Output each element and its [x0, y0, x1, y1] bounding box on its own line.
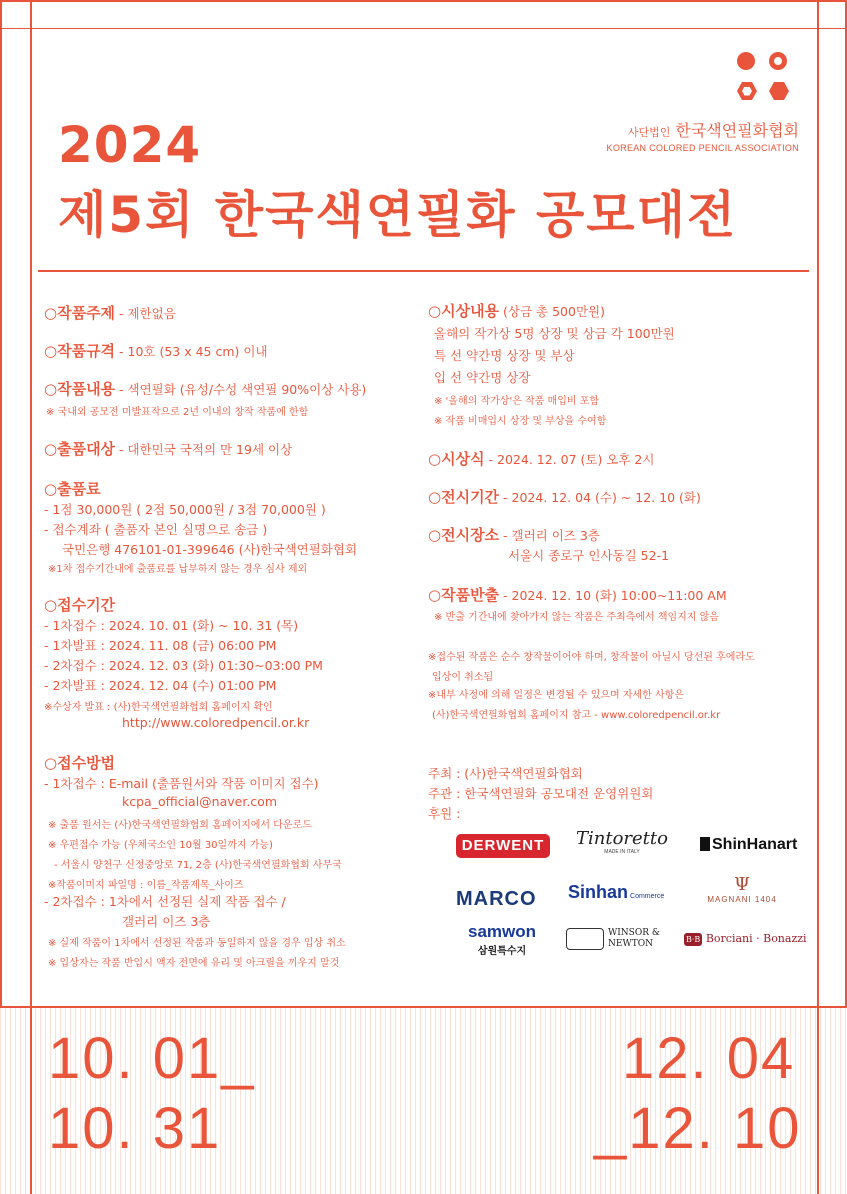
period-heading: ○접수기간 — [44, 596, 116, 614]
host: 주최 : (사)한국색연필화협회 — [428, 766, 583, 781]
poster-year: 2024 — [58, 116, 202, 174]
frame-top-inner — [0, 28, 847, 29]
exhibition-heading: ○전시기간 — [428, 488, 500, 506]
return-note: ※ 반출 기간내에 찾아가지 않는 작품은 주최측에서 책임지지 않음 — [434, 612, 719, 623]
method-note-frame: ※ 입상자는 작품 반입시 액자 전면에 유리 및 아크릴을 끼우지 말것 — [48, 958, 340, 969]
period-round2-announce: - 2차발표 : 2024. 12. 04 (수) 01:00 PM — [44, 678, 277, 693]
venue-heading: ○전시장소 — [428, 526, 500, 544]
method-heading: ○접수방법 — [44, 754, 116, 772]
general-note-4: (사)한국색연필화협회 홈페이지 참고 - www.coloredpencil.or.kr — [432, 710, 721, 721]
content-note: ※ 국내외 공모전 미발표작으로 2년 이내의 창작 작품에 한함 — [46, 407, 309, 418]
method-note-address: - 서울시 양천구 신정중앙로 71, 2층 (사)한국색연필화협회 사무국 — [54, 860, 342, 871]
exhibition-end-date: _12. 10 — [594, 1096, 802, 1161]
submission-start-date: 10. 01_ — [48, 1026, 256, 1091]
return-heading: ○작품반출 — [428, 586, 500, 604]
prize-note-award: ※ 작품 비매입시 상장 및 부상을 수여함 — [434, 416, 607, 427]
fee-heading: ○출품료 — [44, 480, 101, 498]
borciani-bonazzi-logo: B·B Borciani · Bonazzi — [686, 932, 807, 945]
eligibility-heading: ○출품대상 — [44, 440, 116, 458]
method-note-download: ※ 출품 원서는 (사)한국색연필화협회 홈페이지에서 다운로드 — [48, 820, 312, 831]
band-right-line — [817, 1008, 819, 1194]
winsor-newton-logo: WINSOR & NEWTON — [566, 928, 676, 950]
prize-selected: 입 선 약간명 상장 — [434, 370, 531, 385]
marco-logo: MARCO — [456, 888, 537, 910]
period-round2-submit: - 2차접수 : 2024. 12. 03 (화) 01:30~03:00 PM — [44, 658, 323, 673]
method-note-cancel: ※ 실제 작품이 1차에서 선정된 작품과 동일하지 않을 경우 입상 취소 — [48, 938, 346, 949]
venue-address: 서울시 종로구 인사동길 52-1 — [508, 548, 670, 563]
period-round1-submit: - 1차접수 : 2024. 10. 01 (화) ~ 10. 31 (목) — [44, 618, 299, 633]
general-note-2: 입상이 취소됨 — [432, 672, 494, 683]
organization-block — [607, 118, 799, 153]
prize-subtitle: (상금 총 500만원) — [499, 304, 605, 319]
organization-name-en: KOREAN COLORED PENCIL ASSOCIATION — [606, 143, 799, 153]
size-value: - 10호 (53 x 45 cm) 이내 — [115, 344, 268, 359]
method-round2-venue: 갤러리 이즈 3층 — [122, 914, 211, 929]
tintoretto-logo: Tintoretto MADE IN ITALY — [576, 828, 668, 855]
method-round1: - 1차접수 : E-mail (출품원서와 작품 이미지 접수) — [44, 776, 319, 791]
prize-special: 특 선 약간명 상장 및 부상 — [434, 348, 575, 363]
ceremony-heading: ○시상식 — [428, 450, 485, 468]
winner-announcement-note: ※수상자 발표 : (사)한국색연필화협회 홈페이지 확인 — [44, 702, 273, 713]
eligibility-value: - 대한민국 국적의 만 19세 이상 — [115, 442, 293, 457]
website-link[interactable]: http://www.coloredpencil.or.kr — [122, 715, 310, 730]
prize-grand: 올해의 작가상 5명 상장 및 상금 각 100만원 — [434, 326, 675, 341]
period-round1-announce: - 1차발표 : 2024. 11. 08 (금) 06:00 PM — [44, 638, 277, 653]
theme-heading: ○작품주제 — [44, 304, 116, 322]
band-left-line — [30, 1008, 32, 1194]
return-value: - 2024. 12. 10 (화) 10:00~11:00 AM — [499, 588, 727, 603]
general-note-3: ※내부 사정에 의해 일정은 변경될 수 있으며 자세한 사항은 — [428, 690, 684, 701]
content-heading: ○작품내용 — [44, 380, 116, 398]
size-heading: ○작품규격 — [44, 342, 116, 360]
derwent-logo: DERWENT — [456, 834, 550, 858]
method-round2: - 2차접수 : 1차에서 선정된 실제 작품 접수 / — [44, 894, 286, 909]
prize-heading: ○시상내용 — [428, 302, 500, 320]
association-logo-mark — [737, 52, 797, 108]
ceremony-value: - 2024. 12. 07 (토) 오후 2시 — [484, 452, 655, 467]
organizer: 주관 : 한국색연필화 공모대전 운영위원회 — [428, 786, 654, 801]
method-email[interactable]: kcpa_official@naver.com — [122, 794, 277, 809]
poster-title: 제5회 한국색연필화 공모대전 — [58, 186, 738, 244]
sponsor-label: 후원 : — [428, 806, 461, 821]
prize-note-purchase: ※ '올해의 작가상'은 작품 매입비 포함 — [434, 396, 600, 407]
fee-account-label: - 접수계좌 ( 출품자 본인 실명으로 송금 ) — [44, 522, 268, 537]
theme-value: - 제한없음 — [115, 306, 176, 321]
fee-line: - 1점 30,000원 ( 2점 50,000원 / 3점 70,000원 ) — [44, 502, 326, 517]
fee-account-number: 국민은행 476101-01-399646 (사)한국색연필화협회 — [62, 542, 358, 557]
general-note-1: ※접수된 작품은 순수 창작물이어야 하며, 창작물이 아닐시 당선된 후에라도 — [428, 652, 755, 663]
fee-note: ※1차 접수기간내에 출품료를 납부하지 않는 경우 심사 제외 — [48, 564, 308, 575]
content-value: - 색연필화 (유성/수성 색연필 90%이상 사용) — [115, 382, 367, 397]
sinhan-commerce-logo: Sinhan Commerce — [568, 882, 665, 902]
frame-top — [0, 0, 847, 2]
title-divider — [38, 270, 809, 272]
exhibition-start-date: 12. 04 — [622, 1026, 796, 1091]
method-note-filename: ※작품이미지 파일명 : 이름_작품제목_사이즈 — [48, 880, 244, 891]
magnani-logo: Ψ MAGNANI 1404 — [707, 874, 777, 904]
shinhanart-logo: ShinHanart — [700, 836, 797, 854]
submission-end-date: 10. 31 — [48, 1096, 222, 1161]
exhibition-value: - 2024. 12. 04 (수) ~ 12. 10 (화) — [499, 490, 701, 505]
method-note-mail: ※ 우편접수 가능 (우체국소인 10월 30일까지 가능) — [48, 840, 273, 851]
organization-name: 사단법인 한국색연필화협회 — [627, 121, 799, 140]
samwon-logo: samwon 삼원특수지 — [467, 922, 537, 957]
venue-value: - 갤러리 이즈 3층 — [499, 528, 600, 543]
